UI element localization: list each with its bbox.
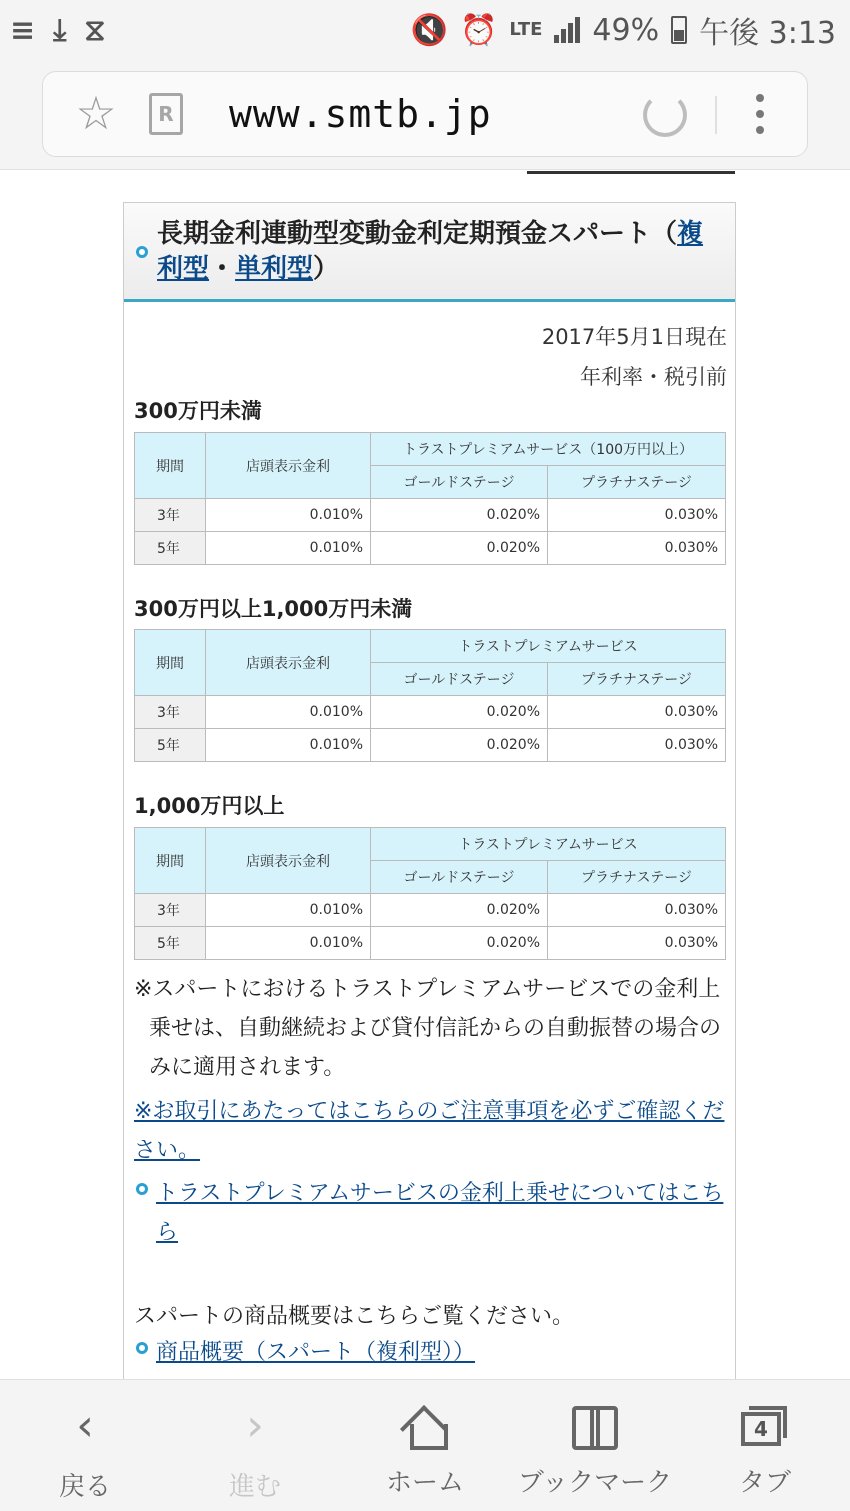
term-cell: 3年 — [135, 696, 206, 729]
rate-table-3 — [134, 827, 726, 960]
col-store-rate: 店頭表示金利 — [206, 433, 371, 499]
app-notification-icon: ≡ — [10, 12, 36, 48]
home-label: ホーム — [385, 1468, 464, 1498]
status-bar — [0, 0, 850, 60]
term-cell: 5年 — [135, 532, 206, 565]
col-term: 期間 — [135, 630, 206, 696]
bullet-icon — [136, 1183, 148, 1195]
store-rate-cell: 0.010% — [206, 729, 371, 762]
url-text[interactable]: www.smtb.jp — [229, 92, 492, 136]
premium-rate-link[interactable]: トラストプレミアムサービスの金利上乗せについてはこちら — [156, 1181, 724, 1245]
simple-type-link[interactable]: 単利型 — [235, 254, 314, 284]
store-rate-cell: 0.010% — [206, 696, 371, 729]
clock: 午後 3:13 — [699, 16, 836, 51]
store-rate-cell: 0.010% — [206, 894, 371, 927]
nfc-icon: ⧖ — [84, 12, 106, 48]
col-store-rate: 店頭表示金利 — [206, 630, 371, 696]
col-premium-group: トラストプレミアムサービス — [371, 828, 726, 861]
col-platinum: プラチナステージ — [548, 466, 726, 499]
section-title-2: 300万円以上1,000万円未満 — [134, 597, 413, 621]
table-row — [135, 696, 726, 729]
col-term: 期間 — [135, 433, 206, 499]
bookmarks-label: ブックマーク — [517, 1468, 673, 1498]
network-type: LTE — [509, 19, 543, 40]
platinum-rate-cell: 0.030% — [548, 532, 726, 565]
bottom-navigation — [0, 1379, 850, 1511]
web-page — [0, 171, 850, 1379]
platinum-rate-cell: 0.030% — [548, 927, 726, 960]
chevron-right-icon: › — [246, 1400, 264, 1451]
caution-link-block — [134, 1092, 730, 1170]
tab-count: 4 — [741, 1412, 781, 1446]
rate-table-2 — [134, 629, 726, 762]
platinum-rate-cell: 0.030% — [548, 499, 726, 532]
table-row — [135, 927, 726, 960]
mute-icon: 🔇 — [410, 12, 448, 48]
browser-toolbar — [0, 60, 850, 170]
overview-link-1-block — [134, 1333, 730, 1372]
platinum-rate-cell: 0.030% — [548, 696, 726, 729]
overview-compound-link[interactable]: 商品概要（スパート（複利型）） — [156, 1340, 476, 1365]
term-cell: 3年 — [135, 499, 206, 532]
platinum-rate-cell: 0.030% — [548, 729, 726, 762]
store-rate-cell: 0.010% — [206, 927, 371, 960]
top-link-underline — [527, 171, 735, 174]
gold-rate-cell: 0.020% — [371, 696, 548, 729]
more-menu-icon[interactable] — [754, 94, 766, 134]
home-button[interactable] — [340, 1380, 510, 1511]
col-platinum: プラチナステージ — [548, 663, 726, 696]
forward-label: 進む — [228, 1472, 281, 1502]
back-label: 戻る — [58, 1472, 111, 1502]
card-title — [157, 217, 725, 287]
title-suffix: ） — [313, 254, 340, 284]
table-row — [135, 499, 726, 532]
book-icon — [572, 1404, 618, 1448]
gold-rate-cell: 0.020% — [371, 499, 548, 532]
gold-rate-cell: 0.020% — [371, 729, 548, 762]
col-premium-group: トラストプレミアムサービス — [371, 630, 726, 663]
table-row — [135, 729, 726, 762]
chevron-left-icon: ‹ — [76, 1400, 94, 1451]
col-platinum: プラチナステージ — [548, 861, 726, 894]
rate-table-1 — [134, 432, 726, 565]
section-title-3: 1,000万円以上 — [134, 794, 285, 818]
caution-link[interactable]: ※お取引にあたってはこちらのご注意事項を必ずご確認ください。 — [134, 1099, 725, 1163]
rate-note: 年利率・税引前 — [580, 365, 727, 389]
term-cell: 5年 — [135, 729, 206, 762]
back-button[interactable] — [0, 1380, 170, 1511]
gold-rate-cell: 0.020% — [371, 532, 548, 565]
battery-percent: 49% — [592, 12, 660, 48]
bullet-icon — [136, 246, 148, 258]
title-sep: ・ — [209, 254, 236, 284]
rate-card — [123, 202, 736, 1402]
alarm-icon: ⏰ — [459, 12, 498, 48]
platinum-rate-cell: 0.030% — [548, 894, 726, 927]
col-store-rate: 店頭表示金利 — [206, 828, 371, 894]
as-of-date: 2017年5月1日現在 — [541, 325, 727, 349]
gold-rate-cell: 0.020% — [371, 894, 548, 927]
col-gold: ゴールドステージ — [371, 861, 548, 894]
bookmark-star-icon[interactable]: ☆ — [75, 86, 117, 140]
premium-link-block — [134, 1174, 730, 1252]
store-rate-cell: 0.010% — [206, 499, 371, 532]
title-prefix: 長期金利連動型変動金利定期預金スパート（ — [157, 219, 678, 249]
premium-note: ※スパートにおけるトラストプレミアムサービスでの金利上乗せは、自動継続および貸付信託からの自動振替の場合のみに適用されます。 — [134, 977, 722, 1080]
table-row — [135, 894, 726, 927]
term-cell: 5年 — [135, 927, 206, 960]
battery-icon — [671, 16, 687, 44]
term-cell: 3年 — [135, 894, 206, 927]
store-rate-cell: 0.010% — [206, 532, 371, 565]
col-gold: ゴールドステージ — [371, 466, 548, 499]
download-icon: ⤓ — [53, 12, 67, 48]
as-of-block — [542, 317, 727, 397]
section-title-1: 300万円未満 — [134, 399, 262, 423]
bullet-icon — [136, 1342, 148, 1354]
col-term: 期間 — [135, 828, 206, 894]
col-premium-group: トラストプレミアムサービス（100万円以上） — [371, 433, 726, 466]
table-row — [135, 532, 726, 565]
card-header — [124, 203, 735, 302]
signal-icon — [554, 17, 580, 43]
col-gold: ゴールドステージ — [371, 663, 548, 696]
notification-icons — [10, 13, 105, 48]
toolbar-divider — [715, 96, 717, 134]
home-icon — [403, 1404, 447, 1448]
overview-text: スパートの商品概要はこちらご覧ください。 — [134, 1304, 575, 1329]
compound-type-link[interactable]: 複利型 — [157, 219, 704, 284]
tabs-label: タブ — [738, 1468, 791, 1498]
address-bar[interactable] — [42, 71, 808, 157]
reader-mode-icon[interactable]: R — [149, 93, 183, 135]
gold-rate-cell: 0.020% — [371, 927, 548, 960]
bookmarks-button[interactable] — [510, 1380, 680, 1511]
tabs-button[interactable] — [680, 1380, 850, 1511]
forward-button[interactable] — [170, 1380, 340, 1511]
reload-icon[interactable] — [643, 93, 687, 137]
tabs-icon — [741, 1406, 789, 1448]
system-icons — [411, 8, 836, 52]
